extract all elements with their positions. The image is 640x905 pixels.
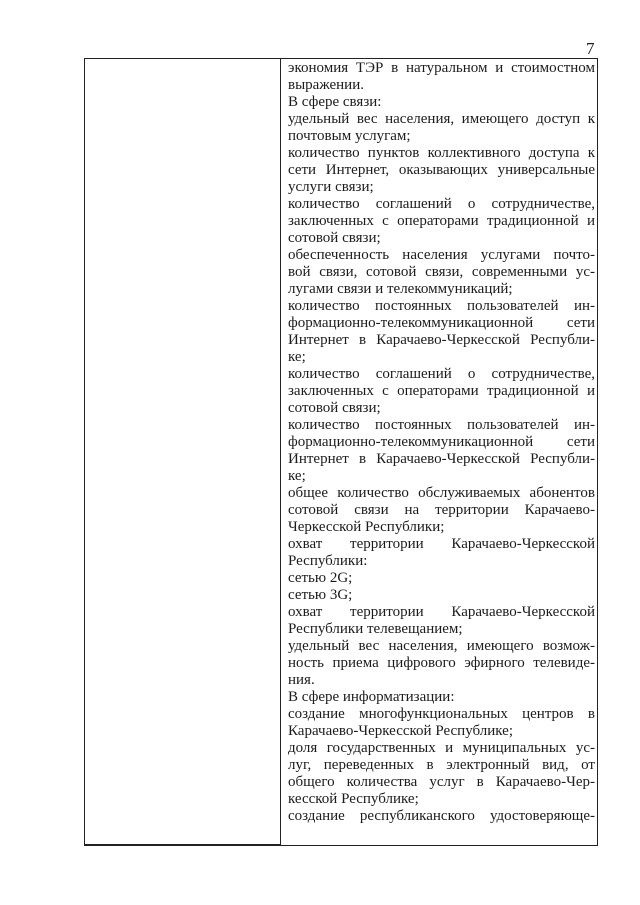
text-line: Республики: xyxy=(288,553,368,569)
text-line: почтовым услугам; xyxy=(288,128,411,144)
text-line: удельный вес населения, имеющего возмож- xyxy=(288,638,595,654)
text-line: кесской Республике; xyxy=(288,791,419,807)
left-cell-bottom-border xyxy=(85,844,281,845)
text-line: количество постоянных пользователей ин- xyxy=(288,298,595,314)
text-line: заключенных с операторами традиционной и xyxy=(288,213,595,229)
text-line: создание республиканского удостоверяюще- xyxy=(288,808,595,824)
text-line: В сфере информатизации: xyxy=(288,689,455,705)
text-line: лугами связи и телекоммуникаций; xyxy=(288,281,513,297)
text-line: Карачаево-Черкесской Республике; xyxy=(288,723,513,739)
text-line: общего количества услуг в Карачаево-Чер- xyxy=(288,774,595,790)
text-line: ке; xyxy=(288,468,306,484)
text-line: Интернет в Карачаево-Черкесской Республи- xyxy=(288,332,595,348)
text-line: количество постоянных пользователей ин- xyxy=(288,417,595,433)
text-line: формационно-телекоммуникационной сети xyxy=(288,315,595,331)
text-line: ке; xyxy=(288,349,306,365)
text-line: выражении. xyxy=(288,77,364,93)
text-line: удельный вес населения, имеющего доступ к xyxy=(288,111,595,127)
text-line: охват территории Карачаево-Черкесской xyxy=(288,536,595,552)
text-line: В сфере связи: xyxy=(288,94,382,110)
text-line: количество соглашений о сотрудничестве, xyxy=(288,366,595,382)
text-line: сотовой связи; xyxy=(288,400,381,416)
text-line: количество соглашений о сотрудничестве, xyxy=(288,196,595,212)
text-line: заключенных с операторами традиционной и xyxy=(288,383,595,399)
text-line: сетью 2G; xyxy=(288,570,353,586)
text-line: Черкесской Республики; xyxy=(288,519,445,535)
text-line: формационно-телекоммуникационной сети xyxy=(288,434,595,450)
indicators-column-text xyxy=(288,60,595,825)
text-line: сотовой связи на территории Карачаево- xyxy=(288,502,595,518)
text-line: сетью 3G; xyxy=(288,587,353,603)
text-line: обеспеченность населения услугами почто- xyxy=(288,247,595,263)
text-line: общее количество обслуживаемых абонентов xyxy=(288,485,595,501)
text-line: охват территории Карачаево-Черкесской xyxy=(288,604,595,620)
text-line: количество пунктов коллективного доступа к xyxy=(288,145,595,161)
text-line: услуги связи; xyxy=(288,179,374,195)
text-line: Республики телевещанием; xyxy=(288,621,463,637)
text-line: сети Интернет, оказывающих универсальные xyxy=(288,162,595,178)
text-line: вой связи, сотовой связи, современными ус- xyxy=(288,264,595,280)
text-line: доля государственных и муниципальных ус- xyxy=(288,740,595,756)
text-line: экономия ТЭР в натуральном и стоимостном xyxy=(288,60,595,76)
column-divider xyxy=(280,59,281,845)
text-line: ния. xyxy=(288,672,315,688)
text-line: ность приема цифрового эфирного телевиде- xyxy=(288,655,595,671)
text-line: Интернет в Карачаево-Черкесской Республи- xyxy=(288,451,595,467)
text-line: создание многофункциональных центров в xyxy=(288,706,595,722)
text-line: сотовой связи; xyxy=(288,230,381,246)
text-line: луг, переведенных в электронный вид, от xyxy=(288,757,595,773)
page-number: 7 xyxy=(586,39,595,58)
